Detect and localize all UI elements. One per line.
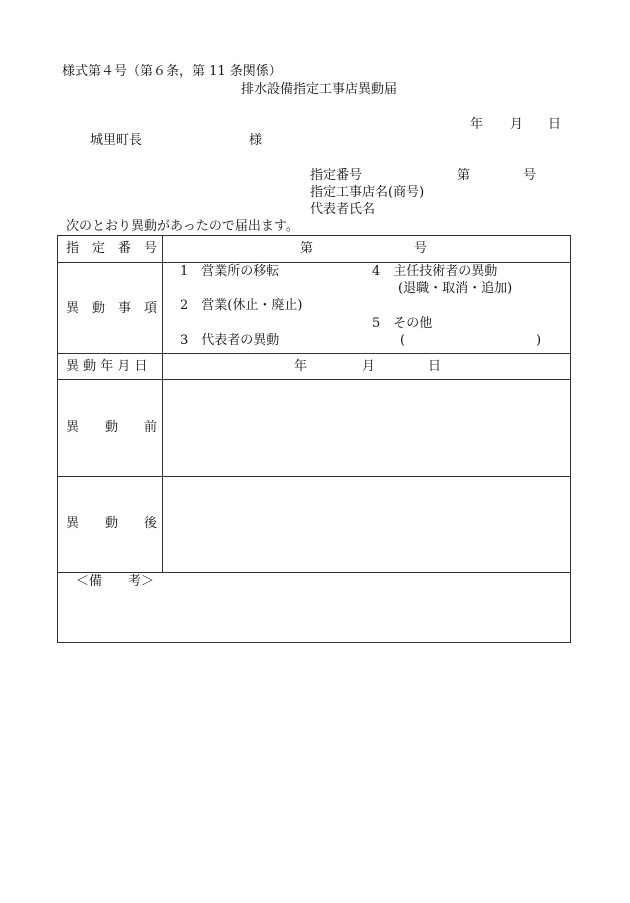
representative-label: 代表者氏名 [310,202,376,217]
change-item-3: 3 代表者の異動 [180,333,280,348]
date-day-label: 日 [548,117,562,132]
change-item-5-close-paren: ) [536,333,542,348]
row-divider [58,379,570,380]
row-divider [58,572,570,573]
change-date-month: 月 [362,359,376,374]
designation-number-row-prefix: 第 [300,241,314,256]
row-divider [58,262,570,263]
change-item-4: 4 主任技術者の異動 [372,264,498,279]
before-change-row-label: 異 動 前 [66,420,158,435]
addressee-name: 城里町長 [90,133,143,148]
change-date-year: 年 [294,359,308,374]
addressee-honorific: 様 [249,133,263,148]
designation-number-suffix: 号 [523,168,537,183]
change-notice-table [57,235,571,643]
shop-name-label: 指定工事店名(商号) [310,185,425,200]
change-item-5-open-paren: ( [400,333,406,348]
after-change-row-label: 異 動 後 [66,516,158,531]
change-item-2: 2 営業(休止・廃止) [180,298,303,313]
designation-number-row-label: 指 定 番 号 [66,241,158,256]
remarks-label: ＜備 考＞ [76,574,155,589]
change-item-4-detail: (退職・取消・追加) [398,281,513,296]
designation-number-row-suffix: 号 [414,241,428,256]
date-month-label: 月 [510,117,524,132]
date-year-label: 年 [470,117,484,132]
designation-number-label: 指定番号 [310,168,363,183]
change-date-day: 日 [428,359,442,374]
change-item-1: 1 営業所の移転 [180,264,280,279]
designation-number-prefix: 第 [457,168,471,183]
change-items-row-label: 異 動 事 項 [66,301,158,316]
change-item-5: 5 その他 [372,316,433,331]
row-divider [58,353,570,354]
column-divider [162,236,163,572]
change-date-row-label: 異 動 年 月 日 [66,359,148,374]
row-divider [58,476,570,477]
form-number: 様式第４号（第６条，第 11 条関係） [62,64,282,79]
intro-text: 次のとおり異動があったので届出ます。 [66,219,299,234]
document-title: 排水設備指定工事店異動届 [241,82,398,97]
